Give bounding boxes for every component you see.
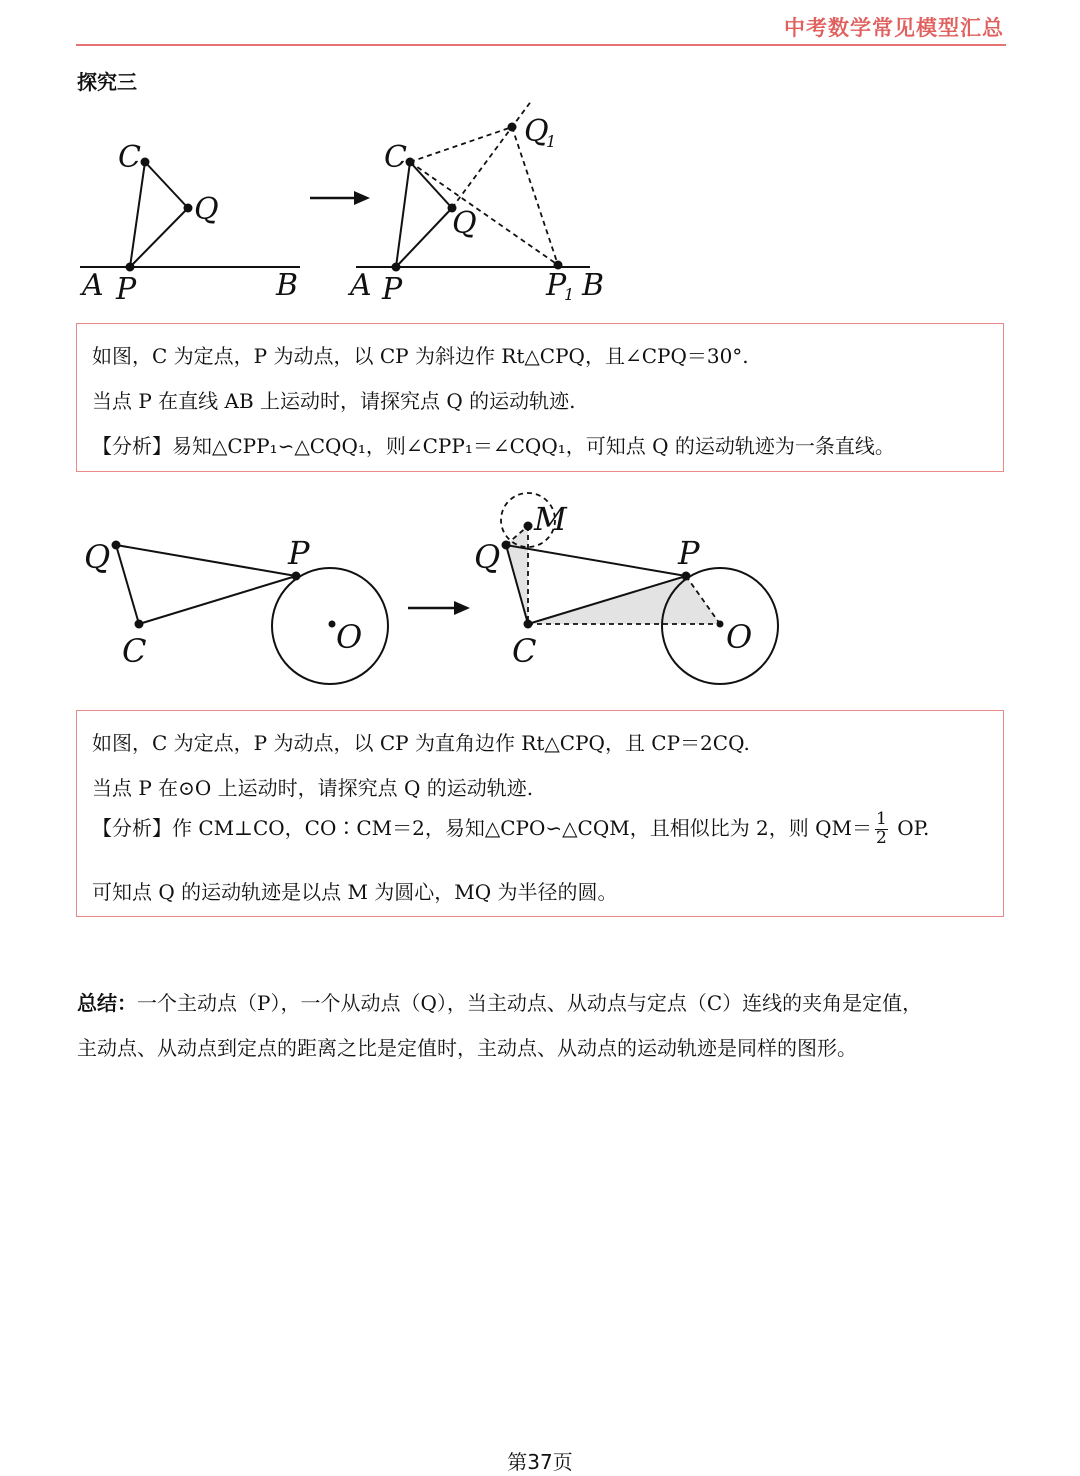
figure-circle-locus — [76, 490, 796, 695]
box2-analysis-text: 【分析】作 CM⊥CO，CO∶CM＝2，易知△CPO∽△CQM，且相似比为 2，则 QM＝ — [92, 815, 873, 840]
label-b: B — [276, 268, 299, 303]
box2-line2: 当点 P 在⊙O 上运动时，请探究点 Q 的运动轨迹. — [92, 776, 534, 800]
summary-text1: 一个主动点（P），一个从动点（Q），当主动点、从动点与定点（C）连线的夹角是定值， — [137, 991, 923, 1015]
point-m — [524, 522, 533, 531]
segment-pq — [130, 208, 188, 267]
point-c-3 — [135, 620, 144, 629]
fraction-denominator: 2 — [876, 827, 887, 848]
point-q1 — [508, 123, 517, 132]
label-q: Q — [194, 192, 219, 227]
fraction-one-half — [875, 811, 888, 848]
problem-box-1 — [76, 323, 1004, 472]
segment-cp-2 — [396, 162, 410, 267]
point-c-4 — [524, 620, 533, 629]
shaded-triangle-cpo — [528, 576, 720, 624]
label-c-4: C — [512, 632, 537, 670]
label-o: O — [336, 618, 363, 656]
label-p-4: P — [678, 534, 700, 572]
point-o — [329, 621, 336, 628]
label-q-3: Q — [84, 538, 111, 576]
point-q-3 — [112, 541, 121, 550]
box2-analysis-tail: OP. — [890, 815, 930, 840]
segment-cp — [130, 162, 145, 267]
label-p1-sub: 1 — [564, 285, 575, 304]
label-b-2: B — [582, 268, 605, 303]
segment-cp1 — [410, 162, 558, 265]
point-p-3 — [292, 572, 301, 581]
fraction-numerator: 1 — [876, 809, 887, 829]
label-a: A — [82, 268, 104, 303]
point-p-4 — [682, 572, 691, 581]
segment-cq-2 — [410, 162, 452, 208]
summary-line1 — [77, 987, 922, 1016]
label-m: M — [534, 500, 567, 538]
summary-lead: 总结： — [77, 991, 137, 1015]
box2-line1: 如图，C 为定点，P 为动点，以 CP 为直角边作 Rt△CPQ，且 CP＝2CQ. — [92, 731, 750, 755]
problem-box-2 — [76, 710, 1004, 917]
label-p-3: P — [288, 534, 310, 572]
label-c-2: C — [384, 140, 407, 175]
summary-line2: 主动点、从动点到定点的距离之比是定值时，主动点、从动点的运动轨迹是同样的图形。 — [77, 1036, 857, 1060]
box1-line2: 当点 P 在直线 AB 上运动时，请探究点 Q 的运动轨迹. — [92, 389, 576, 413]
figure1-left — [80, 162, 300, 267]
label-c: C — [118, 140, 141, 175]
arrow-icon — [310, 191, 370, 205]
label-q1-sub: 1 — [546, 132, 557, 151]
figure-line-locus — [70, 95, 630, 310]
page-number: 第37页 — [507, 1450, 573, 1474]
label-a-2: A — [350, 268, 372, 303]
label-o-2: O — [726, 618, 753, 656]
segment-cq1 — [410, 127, 512, 162]
arrow-icon-2 — [408, 601, 470, 615]
box1-analysis: 【分析】易知△CPP₁∽△CQQ₁，则∠CPP₁＝∠CQQ₁，可知点 Q 的运动轨迹为一条直线。 — [92, 434, 895, 458]
point-q — [184, 204, 193, 213]
segment-qp-2 — [506, 545, 686, 576]
segment-qc — [116, 545, 139, 624]
box2-conclusion: 可知点 Q 的运动轨迹是以点 M 为圆心，MQ 为半径的圆。 — [92, 880, 618, 904]
label-p-2: P — [382, 272, 403, 307]
figure2-left — [116, 545, 388, 684]
point-o-2 — [717, 621, 724, 628]
box2-analysis — [92, 811, 929, 848]
section-title: 探究三 — [77, 70, 137, 94]
label-q-2: Q — [452, 206, 477, 241]
point-p — [126, 263, 135, 272]
label-p: P — [116, 272, 137, 307]
label-p1: P — [546, 268, 567, 303]
header-title: 中考数学常见模型汇总 — [784, 16, 1004, 40]
label-q1: Q — [524, 114, 549, 149]
header-rule — [76, 44, 1006, 46]
segment-cq — [145, 162, 188, 208]
segment-qp — [116, 545, 296, 576]
locus-line — [452, 100, 532, 208]
label-c-3: C — [122, 632, 147, 670]
box1-line1: 如图，C 为定点，P 为动点，以 CP 为斜边作 Rt△CPQ，且∠CPQ＝30°. — [92, 344, 749, 368]
point-c — [141, 158, 150, 167]
point-q-4 — [502, 541, 511, 550]
segment-pq-2 — [396, 208, 452, 267]
point-p-2 — [392, 263, 401, 272]
label-q-4: Q — [474, 538, 501, 576]
